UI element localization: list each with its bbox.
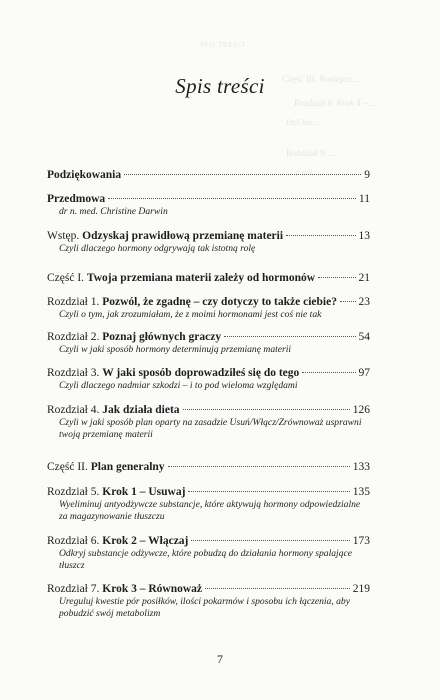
toc-title: Przedmowa bbox=[47, 193, 106, 205]
toc-title: Krok 1 – Usuwaj bbox=[102, 486, 186, 498]
toc-entry-chapter-1[interactable] bbox=[47, 296, 370, 321]
toc-entry-chapter-6[interactable] bbox=[47, 535, 370, 572]
dot-leader bbox=[205, 588, 350, 589]
toc-entry-acknowledgements[interactable] bbox=[47, 169, 370, 182]
toc-subtitle: Czyli w jaki sposób hormony determinują przemianę materii bbox=[59, 344, 292, 355]
toc-entry-chapter-5[interactable] bbox=[47, 486, 370, 523]
toc-page-number: 13 bbox=[358, 230, 370, 242]
bleed-through-text: Część III. Nastepcz... bbox=[282, 74, 359, 84]
toc-page-number: 23 bbox=[358, 296, 370, 308]
toc-page-number: 135 bbox=[352, 486, 370, 498]
toc-prefix: Rozdział 7. bbox=[47, 583, 100, 595]
dot-leader bbox=[188, 491, 349, 492]
toc-entry-chapter-4[interactable] bbox=[47, 404, 370, 441]
toc-subtitle: Odkryj substancje odżywcze, które pobudzą do działania hormony spalające tłuszcz bbox=[59, 548, 353, 571]
toc-title: Twoja przemiana materii zależy od hormonów bbox=[86, 272, 316, 284]
toc-subtitle: Czyli w jaki sposób plan oparty na zasadzie Usuń/Włącz/Zrównoważ usprawni twoją przemianę materii bbox=[59, 417, 362, 440]
toc-page-number: 11 bbox=[358, 193, 370, 205]
toc-subtitle: dr n. med. Christine Darwin bbox=[59, 206, 168, 217]
toc-prefix: Rozdział 3. bbox=[47, 367, 100, 379]
toc-prefix: Rozdział 6. bbox=[47, 535, 100, 547]
bleed-through-text: Dziś bez ... bbox=[286, 118, 321, 127]
toc-title: Podziękowania bbox=[47, 169, 122, 181]
toc-title: Odzyskaj prawidłową przemianę materii bbox=[82, 230, 284, 242]
toc-prefix: Rozdział 5. bbox=[47, 486, 100, 498]
page-number: 7 bbox=[217, 652, 223, 666]
toc-subtitle: Czyli o tym, jak zrozumiałam, że z moimi hormonami jest coś nie tak bbox=[59, 309, 322, 320]
bleed-through-text: Czyli ... bbox=[296, 168, 321, 177]
toc-prefix: Część I. bbox=[47, 272, 85, 284]
toc-title: Krok 3 – Równoważ bbox=[102, 583, 203, 595]
dot-leader bbox=[340, 301, 356, 302]
toc-page-number: 21 bbox=[358, 272, 370, 284]
toc-prefix: Rozdział 1. bbox=[47, 296, 100, 308]
bleed-through-text: Rozdział 8. Krok 4 – ... bbox=[294, 98, 377, 108]
toc-prefix: Wstęp. bbox=[47, 230, 80, 242]
bleed-through-text: Rozdział 9. ... bbox=[286, 148, 336, 158]
toc-page-number: 133 bbox=[352, 461, 370, 473]
dot-leader bbox=[124, 174, 361, 175]
toc-subtitle: Czyli dlaczego hormony odgrywają tak istotną rolę bbox=[59, 243, 256, 254]
toc-title: Poznaj głównych graczy bbox=[102, 331, 222, 343]
toc-prefix: Rozdział 2. bbox=[47, 331, 100, 343]
dot-leader bbox=[183, 409, 350, 410]
toc-entry-chapter-7[interactable] bbox=[47, 583, 370, 620]
dot-leader bbox=[191, 540, 349, 541]
toc-page-number: 219 bbox=[352, 583, 370, 595]
toc-entry-part-2[interactable] bbox=[47, 461, 370, 474]
toc-subtitle: Czyli dlaczego nadmiar szkodzi – i to pod wieloma względami bbox=[59, 380, 298, 391]
toc-prefix: Rozdział 4. bbox=[47, 404, 100, 416]
toc-title: Pozwól, że zgadnę – czy dotyczy to także ciebie? bbox=[102, 296, 337, 308]
dot-leader bbox=[224, 336, 355, 337]
toc-entry-chapter-2[interactable] bbox=[47, 331, 370, 356]
toc-page-number: 54 bbox=[358, 331, 370, 343]
toc-page-number: 9 bbox=[364, 169, 370, 181]
dot-leader bbox=[286, 235, 355, 236]
bleed-through-running-head: SPIS TREŚCI bbox=[200, 41, 246, 49]
toc-title: W jaki sposób doprowadziłeś się do tego bbox=[102, 367, 300, 379]
toc-subtitle: Ureguluj kwestie pór posiłków, ilości pokarmów i sposobu ich łączenia, aby pobudzić swój metabolizm bbox=[59, 596, 350, 619]
dot-leader bbox=[168, 466, 350, 467]
toc-prefix: Część II. bbox=[47, 461, 88, 473]
toc-entry-introduction[interactable] bbox=[47, 230, 370, 255]
toc-page-number: 173 bbox=[352, 535, 370, 547]
toc-entry-part-1[interactable] bbox=[47, 272, 370, 285]
toc-entry-foreword[interactable] bbox=[47, 193, 370, 218]
dot-leader bbox=[302, 372, 355, 373]
dot-leader bbox=[318, 277, 355, 278]
toc-title: Jak działa dieta bbox=[102, 404, 180, 416]
toc-title: Krok 2 – Włączaj bbox=[102, 535, 189, 547]
toc-page-number: 97 bbox=[358, 367, 370, 379]
toc-page-number: 126 bbox=[352, 404, 370, 416]
dot-leader bbox=[108, 198, 356, 199]
page-title: Spis treści bbox=[175, 74, 265, 98]
toc-entry-chapter-3[interactable] bbox=[47, 367, 370, 392]
toc-subtitle: Wyeliminuj antyodżywcze substancje, które aktywują hormony odpowiedzialne za magazynowanie tłuszczu bbox=[59, 499, 361, 522]
toc-title: Plan generalny bbox=[90, 461, 165, 473]
